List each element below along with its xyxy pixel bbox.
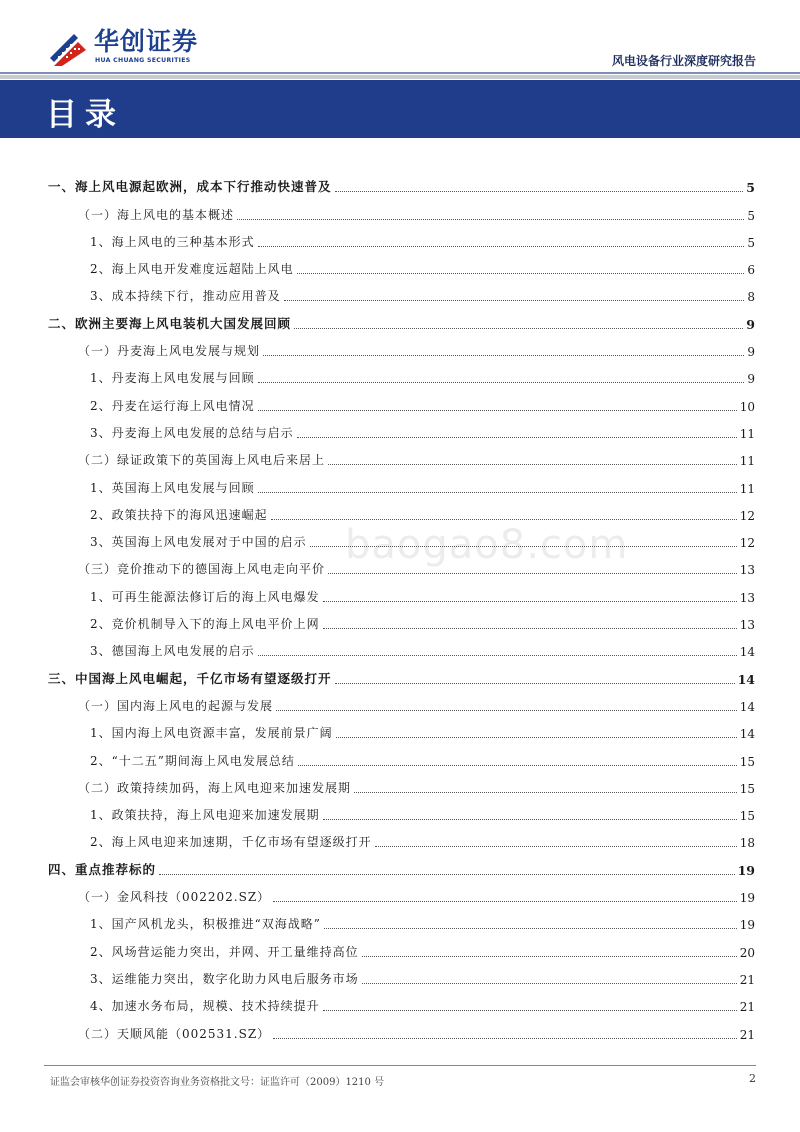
toc-entry-title: 2、丹麦在运行海上风电情况: [90, 398, 255, 413]
toc-entry[interactable]: [48, 468, 755, 495]
toc-entry-page: 15: [739, 809, 755, 824]
toc-dot-leader: [258, 246, 745, 247]
toc-entry-title: （二）绿证政策下的英国海上风电后来居上: [78, 453, 326, 468]
toc-dot-leader: [258, 382, 745, 383]
toc-entry-title: 1、海上风电的三种基本形式: [90, 234, 255, 249]
toc-dot-leader: [336, 737, 737, 738]
toc-dot-leader: [273, 901, 737, 902]
toc-entry[interactable]: [48, 277, 755, 304]
toc-dot-leader: [298, 765, 737, 766]
toc-entry-page: 13: [739, 563, 755, 578]
toc-entry-page: 5: [746, 180, 755, 196]
table-of-contents: [48, 168, 755, 1042]
toc-entry-title: 一、海上风电源起欧洲，成本下行推动快速普及: [48, 179, 332, 195]
toc-entry-page: 19: [739, 918, 755, 933]
report-title: 风电设备行业深度研究报告: [611, 54, 756, 68]
toc-entry-page: 14: [739, 645, 755, 660]
toc-dot-leader: [294, 328, 743, 329]
watermark: baogao8.com: [345, 522, 629, 568]
toc-entry[interactable]: [48, 960, 755, 987]
toc-entry-page: 21: [739, 1027, 755, 1042]
toc-entry-title: （一）海上风电的基本概述: [78, 207, 235, 222]
toc-entry-page: 11: [739, 481, 755, 496]
logo-english-name: HUA CHUANG SECURITIES: [95, 57, 191, 64]
toc-entry-title: 3、丹麦海上风电发展的总结与启示: [90, 425, 294, 440]
toc-entry[interactable]: [48, 769, 755, 796]
toc-dot-leader: [324, 928, 737, 929]
toc-entry[interactable]: [48, 223, 755, 250]
toc-entry[interactable]: [48, 1014, 755, 1041]
toc-entry-title: 1、国内海上风电资源丰富，发展前景广阔: [90, 726, 333, 741]
toc-entry[interactable]: [48, 741, 755, 768]
toc-dot-leader: [159, 874, 735, 875]
toc-entry-page: 8: [747, 290, 755, 305]
toc-entry-title: 1、丹麦海上风电发展与回顾: [90, 371, 255, 386]
toc-dot-leader: [328, 573, 737, 574]
footer-license-note: 证监会审核华创证券投资咨询业务资格批文号：证监许可（2009）1210 号: [50, 1077, 385, 1088]
toc-entry[interactable]: [48, 414, 755, 441]
toc-entry[interactable]: [48, 905, 755, 932]
toc-entry-page: 15: [739, 754, 755, 769]
toc-entry[interactable]: [48, 195, 755, 222]
toc-entry[interactable]: [48, 496, 755, 523]
toc-entry-page: 11: [739, 426, 755, 441]
toc-entry-title: （三）竞价推动下的德国海上风电走向平价: [78, 562, 326, 577]
header-divider-grey: [0, 75, 800, 79]
toc-entry-title: 3、成本持续下行，推动应用普及: [90, 289, 281, 304]
toc-dot-leader: [258, 655, 737, 656]
toc-entry[interactable]: [48, 878, 755, 905]
toc-entry[interactable]: [48, 304, 755, 331]
toc-dot-leader: [323, 628, 737, 629]
toc-entry-page: 20: [739, 945, 755, 960]
toc-entry-title: 2、竞价机制导入下的海上风电平价上网: [90, 617, 320, 632]
logo-chinese-name: 华创证券: [94, 27, 199, 56]
toc-dot-leader: [258, 410, 737, 411]
toc-entry[interactable]: [48, 523, 755, 550]
banner-title: 目录: [46, 97, 124, 133]
toc-entry[interactable]: [48, 332, 755, 359]
toc-entry[interactable]: [48, 168, 755, 195]
toc-entry-page: 19: [737, 862, 755, 878]
toc-entry-title: （二）天顺风能（002531.SZ）: [78, 1026, 271, 1041]
toc-entry[interactable]: [48, 714, 755, 741]
toc-entry[interactable]: [48, 605, 755, 632]
toc-entry-title: 2、海上风电开发难度远超陆上风电: [90, 262, 294, 277]
toc-entry-page: 5: [747, 208, 755, 223]
toc-entry-title: 二、欧洲主要海上风电装机大国发展回顾: [48, 315, 292, 331]
logo-mark-icon: [48, 28, 88, 68]
toc-dot-leader: [323, 1010, 737, 1011]
toc-entry-title: 1、政策扶持，海上风电迎来加速发展期: [90, 808, 320, 823]
toc-entry[interactable]: [48, 577, 755, 604]
toc-entry-title: 2、“十二五”期间海上风电发展总结: [90, 753, 295, 768]
toc-entry[interactable]: [48, 987, 755, 1014]
toc-entry-page: 21: [739, 1000, 755, 1015]
toc-entry-page: 15: [739, 781, 755, 796]
toc-entry-title: 4、加速水务布局，规模、技术持续提升: [90, 999, 320, 1014]
toc-entry[interactable]: [48, 932, 755, 959]
toc-entry-title: 3、英国海上风电发展对于中国的启示: [90, 535, 307, 550]
toc-entry-page: 5: [747, 235, 755, 250]
toc-dot-leader: [237, 219, 744, 220]
toc-entry[interactable]: [48, 441, 755, 468]
toc-entry-title: 2、风场营运能力突出，并网、开工量维持高位: [90, 944, 359, 959]
toc-entry-page: 12: [739, 508, 755, 523]
toc-entry[interactable]: [48, 550, 755, 577]
toc-entry-page: 19: [739, 891, 755, 906]
toc-entry-page: 13: [739, 590, 755, 605]
toc-entry-title: 2、海上风电迎来加速期，千亿市场有望逐级打开: [90, 835, 372, 850]
toc-entry[interactable]: [48, 687, 755, 714]
toc-dot-leader: [310, 546, 737, 547]
toc-dot-leader: [328, 464, 737, 465]
toc-entry-title: 四、重点推荐标的: [48, 861, 157, 877]
toc-entry-title: 三、中国海上风电崛起，千亿市场有望逐级打开: [48, 670, 332, 686]
toc-entry-title: （一）金风科技（002202.SZ）: [78, 890, 271, 905]
toc-entry-title: 1、可再生能源法修订后的海上风电爆发: [90, 589, 320, 604]
page-number: 2: [749, 1072, 756, 1085]
toc-entry-page: 12: [739, 536, 755, 551]
toc-dot-leader: [362, 956, 737, 957]
toc-dot-leader: [362, 983, 737, 984]
toc-dot-leader: [284, 300, 745, 301]
toc-dot-leader: [273, 1038, 737, 1039]
toc-entry-page: 13: [739, 618, 755, 633]
toc-dot-leader: [263, 355, 744, 356]
toc-entry-title: （二）政策持续加码，海上风电迎来加速发展期: [78, 780, 352, 795]
toc-entry-title: 1、英国海上风电发展与回顾: [90, 480, 255, 495]
toc-entry-title: 1、国产风机龙头，积极推进“双海战略”: [90, 917, 321, 932]
toc-entry-page: 14: [739, 727, 755, 742]
toc-dot-leader: [323, 601, 737, 602]
toc-entry-title: （一）丹麦海上风电发展与规划: [78, 344, 261, 359]
toc-dot-leader: [354, 792, 737, 793]
toc-entry-page: 14: [739, 699, 755, 714]
toc-entry[interactable]: [48, 796, 755, 823]
footer-divider: [44, 1065, 756, 1066]
toc-entry-page: 11: [739, 454, 755, 469]
toc-dot-leader: [297, 273, 745, 274]
toc-dot-leader: [375, 846, 737, 847]
toc-entry-title: （一）国内海上风电的起源与发展: [78, 698, 274, 713]
toc-dot-leader: [258, 492, 737, 493]
toc-dot-leader: [271, 519, 737, 520]
toc-entry-page: 14: [737, 671, 755, 687]
company-logo: [48, 26, 218, 70]
toc-dot-leader: [276, 710, 737, 711]
toc-dot-leader: [323, 819, 737, 820]
toc-entry[interactable]: [48, 632, 755, 659]
header-divider: [0, 72, 800, 74]
toc-entry[interactable]: [48, 659, 755, 686]
toc-entry-page: 10: [739, 399, 755, 414]
toc-entry-title: 2、政策扶持下的海风迅速崛起: [90, 507, 268, 522]
toc-entry-page: 21: [739, 972, 755, 987]
toc-entry[interactable]: [48, 850, 755, 877]
toc-entry-page: 9: [747, 345, 755, 360]
toc-dot-leader: [297, 437, 737, 438]
toc-dot-leader: [335, 683, 735, 684]
toc-entry[interactable]: [48, 823, 755, 850]
toc-entry[interactable]: [48, 359, 755, 386]
toc-entry-page: 9: [747, 372, 755, 387]
toc-entry[interactable]: [48, 250, 755, 277]
toc-entry[interactable]: [48, 386, 755, 413]
toc-entry-page: 9: [746, 316, 755, 332]
toc-entry-page: 6: [747, 263, 755, 278]
toc-entry-title: 3、运维能力突出，数字化助力风电后服务市场: [90, 971, 359, 986]
toc-entry-page: 18: [739, 836, 755, 851]
toc-entry-title: 3、德国海上风电发展的启示: [90, 644, 255, 659]
toc-dot-leader: [335, 191, 744, 192]
